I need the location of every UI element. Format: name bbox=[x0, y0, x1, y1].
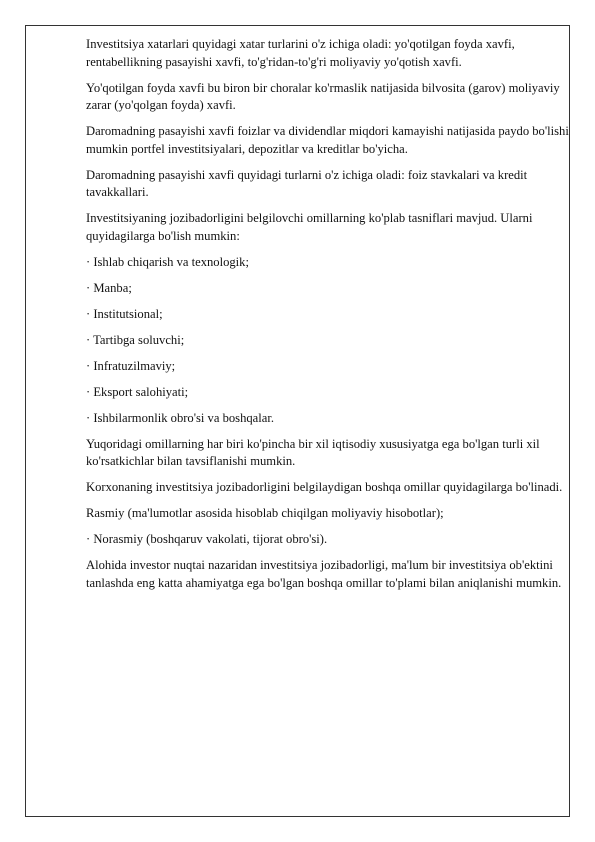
paragraph-investment-risks: Investitsiya xatarlari quyidagi xatar turlarini o'z ichiga oladi: yo'qotilgan foyda xavfi, rentabellikning pasayishi xavfi, to'g'ridan-to'g'ri moliyaviy yo'qotish xavfi. bbox=[86, 37, 515, 69]
list-item: · Infratuzilmaviy; bbox=[86, 358, 176, 373]
paragraph-income-decline-risk: Daromadning pasayishi xavfi foizlar va dividendlar miqdori kamayishi natijasida paydo bo'lishi mumkin portfel investitsiyalari, depozitlar va kreditlar bo'yicha. bbox=[86, 124, 569, 156]
page-frame bbox=[25, 25, 570, 817]
paragraph-investor-perspective: Alohida investor nuqtai nazaridan investitsiya jozibadorligi, ma'lum bir investitsiya ob'ektini tanlashda eng katta ahamiyatga ega bo'lgan boshqa omillar to'plami bilan aniqlanishi mumkin. bbox=[86, 558, 562, 590]
list-item: · Eksport salohiyati; bbox=[86, 384, 189, 399]
list-item: · Tartibga soluvchi; bbox=[86, 332, 185, 347]
list-item: · Manba; bbox=[86, 280, 132, 295]
document-body bbox=[86, 36, 581, 601]
paragraph-indicators: Yuqoridagi omillarning har biri ko'pincha bir xil iqtisodiy xususiyatga ega bo'lgan turli xil ko'rsatkichlar bilan tavsiflanishi mumkin. bbox=[86, 436, 540, 468]
paragraph-lost-profit-risk: Yo'qotilgan foyda xavfi bu biron bir choralar ko'rmaslik natijasida bilvosita (garov) moliyaviy zarar (yo'qolgan foyda) xavfi. bbox=[86, 80, 560, 112]
paragraph-income-decline-types: Daromadning pasayishi xavfi quyidagi turlarni o'z ichiga oladi: foiz stavkalari va kredit tavakkallari. bbox=[86, 167, 528, 199]
list-item: · Ishlab chiqarish va texnologik; bbox=[86, 254, 249, 269]
paragraph-attractiveness-factors: Investitsiyaning jozibadorligini belgilovchi omillarning ko'plab tasniflari mavjud. Ularni quyidagilarga bo'lish mumkin: bbox=[86, 211, 533, 243]
paragraph-formal: Rasmiy (ma'lumotlar asosida hisoblab chiqilgan moliyaviy hisobotlar); bbox=[86, 506, 444, 520]
list-item: · Norasmiy (boshqaruv vakolati, tijorat obro'si). bbox=[86, 532, 328, 546]
paragraph-other-factors: Korxonaning investitsiya jozibadorligini belgilaydigan boshqa omillar quyidagilarga bo'linadi. bbox=[86, 480, 563, 494]
list-item: · Institutsional; bbox=[86, 306, 163, 321]
list-item: · Ishbilarmonlik obro'si va boshqalar. bbox=[86, 410, 274, 425]
